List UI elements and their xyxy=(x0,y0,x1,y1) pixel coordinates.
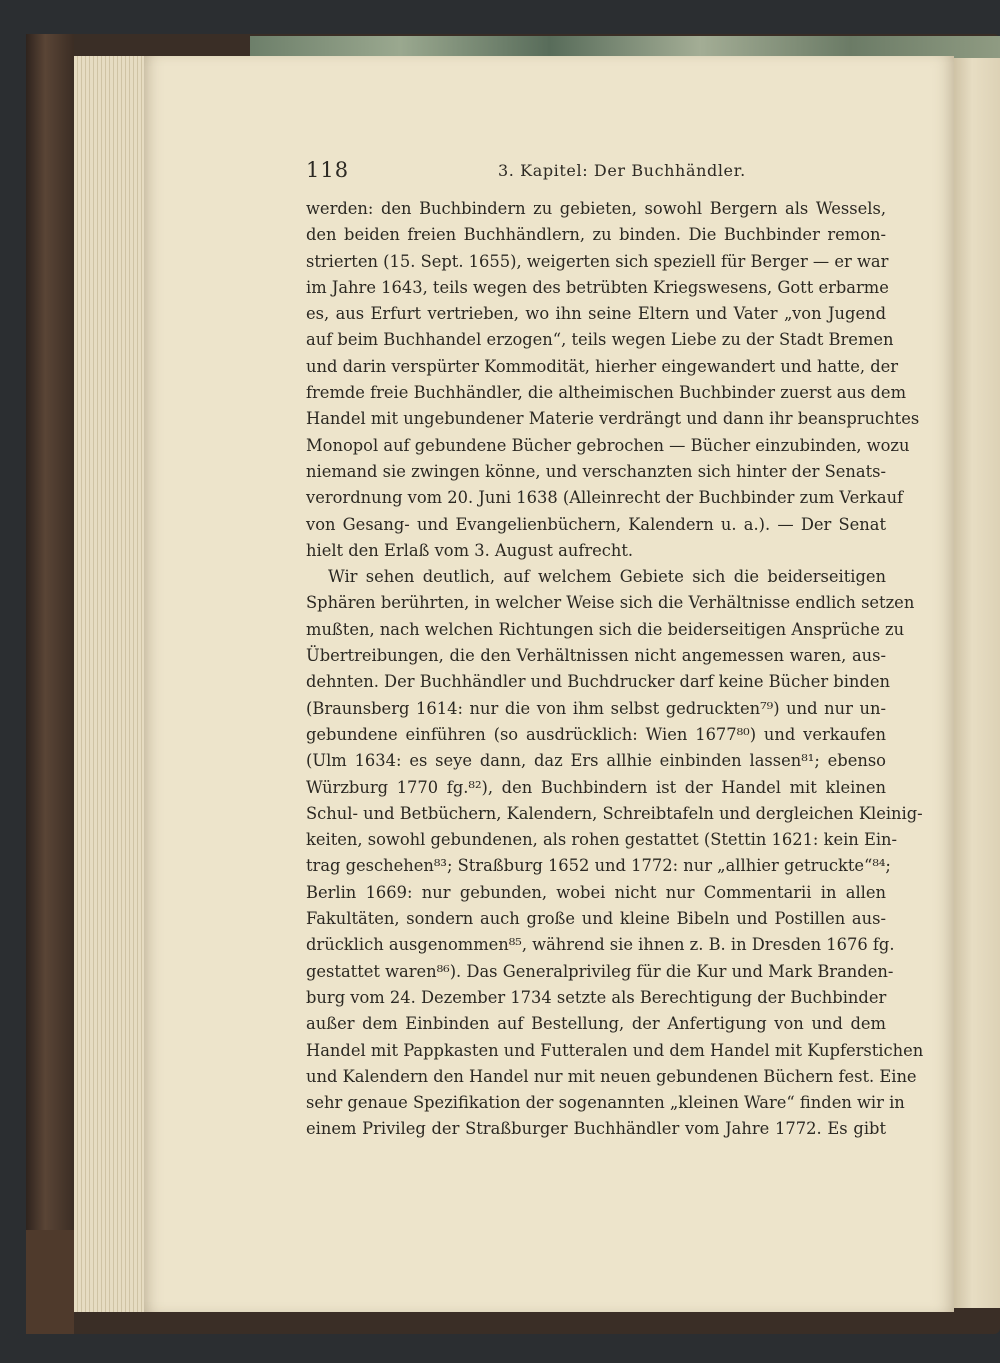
text-line: es, aus Erfurt vertrieben, wo ihn seine Eltern und Vater „von Jugend xyxy=(306,304,886,324)
leather-spine-edge xyxy=(26,34,74,1334)
text-line: einem Privileg der Straßburger Buchhändler vom Jahre 1772. Es gibt xyxy=(306,1119,886,1139)
page-header xyxy=(306,158,886,186)
text-line: keiten, sowohl gebundenen, als rohen gestattet (Stettin 1621: kein Ein- xyxy=(306,830,898,850)
text-line: im Jahre 1643, teils wegen des betrübten Kriegswesens, Gott erbarme xyxy=(306,277,889,297)
text-line: gestattet waren⁸⁶). Das Generalprivileg für die Kur und Mark Branden- xyxy=(306,961,894,981)
text-line: fremde freie Buchhändler, die altheimischen Buchbinder zuerst aus dem xyxy=(306,383,907,403)
text-line: Würzburg 1770 fg.⁸²), den Buchbindern ist der Handel mit kleinen xyxy=(306,777,886,797)
text-line: außer dem Einbinden auf Bestellung, der Anfertigung von und dem xyxy=(306,1014,886,1034)
text-line: Fakultäten, sondern auch große und kleine Bibeln und Postillen aus- xyxy=(306,909,886,929)
text-line: hielt den Erlaß vom 3. August aufrecht. xyxy=(306,540,634,560)
text-line: verordnung vom 20. Juni 1638 (Alleinrecht der Buchbinder zum Verkauf xyxy=(306,488,904,508)
text-line: Handel mit Pappkasten und Futteralen und dem Handel mit Kupferstichen xyxy=(306,1040,924,1060)
text-line: Monopol auf gebundene Bücher gebrochen — Bücher einzubinden, wozu xyxy=(306,435,910,455)
page-edges xyxy=(74,56,146,1312)
text-line: Sphären berührten, in welcher Weise sich die Verhältnisse endlich setzen xyxy=(306,593,915,613)
text-line: und darin verspürter Kommodität, hierher eingewandert und hatte, der xyxy=(306,356,899,376)
text-line: (Ulm 1634: es seye dann, daz Ers allhie einbinden lassen⁸¹; ebenso xyxy=(306,751,886,771)
text-line: Übertreibungen, die den Verhältnissen nicht angemessen waren, aus- xyxy=(306,646,886,666)
text-line: trag geschehen⁸³; Straßburg 1652 und 1772: nur „allhier getruckte“⁸⁴; xyxy=(306,856,891,876)
text-line: niemand sie zwingen könne, und verschanzten sich hinter der Senats- xyxy=(306,461,886,481)
text-line: strierten (15. Sept. 1655), weigerten sich speziell für Berger — er war xyxy=(306,251,889,271)
text-line: Handel mit ungebundener Materie verdrängt und dann ihr beanspruchtes xyxy=(306,409,920,429)
page-number: 118 xyxy=(306,158,350,182)
leather-corner xyxy=(26,1230,74,1334)
running-head: 3. Kapitel: Der Buchhändler. xyxy=(498,161,746,180)
text-line: dehnten. Der Buchhändler und Buchdrucker darf keine Bücher binden xyxy=(306,672,890,692)
text-line: burg vom 24. Dezember 1734 setzte als Berechtigung der Buchbinder xyxy=(306,987,887,1007)
text-line: (Braunsberg 1614: nur die von ihm selbst gedruckten⁷⁹) und nur un- xyxy=(306,698,886,718)
paragraph-start-line: Wir sehen deutlich, auf welchem Gebiete sich die beiderseitigen xyxy=(328,567,886,587)
text-line: mußten, nach welchen Richtungen sich die beiderseitigen Ansprüche zu xyxy=(306,619,905,639)
text-line: drücklich ausgenommen⁸⁵, während sie ihnen z. B. in Dresden 1676 fg. xyxy=(306,935,895,955)
text-line: werden: den Buchbindern zu gebieten, sowohl Bergern als Wessels, xyxy=(306,199,886,218)
text-line: Schul- und Betbüchern, Kalendern, Schreibtafeln und dergleichen Kleinig- xyxy=(306,803,923,823)
text-line: gebundene einführen (so ausdrücklich: Wien 1677⁸⁰) und verkaufen xyxy=(306,724,886,744)
text-line: auf beim Buchhandel erzogen“, teils wegen Liebe zu der Stadt Bremen xyxy=(306,330,894,350)
text-line: Berlin 1669: nur gebunden, wobei nicht nur Commentarii in allen xyxy=(306,882,886,902)
body-text xyxy=(306,196,924,1143)
text-line: sehr genaue Spezifikation der sogenannten „kleinen Ware“ finden wir in xyxy=(306,1093,905,1113)
text-line: den beiden freien Buchhändlern, zu binden. Die Buchbinder remon- xyxy=(306,225,886,245)
text-line: von Gesang- und Evangelienbüchern, Kalendern u. a.). — Der Senat xyxy=(306,514,886,534)
facing-page-edge xyxy=(954,58,1000,1308)
text-line: und Kalendern den Handel nur mit neuen gebundenen Büchern fest. Eine xyxy=(306,1066,917,1086)
